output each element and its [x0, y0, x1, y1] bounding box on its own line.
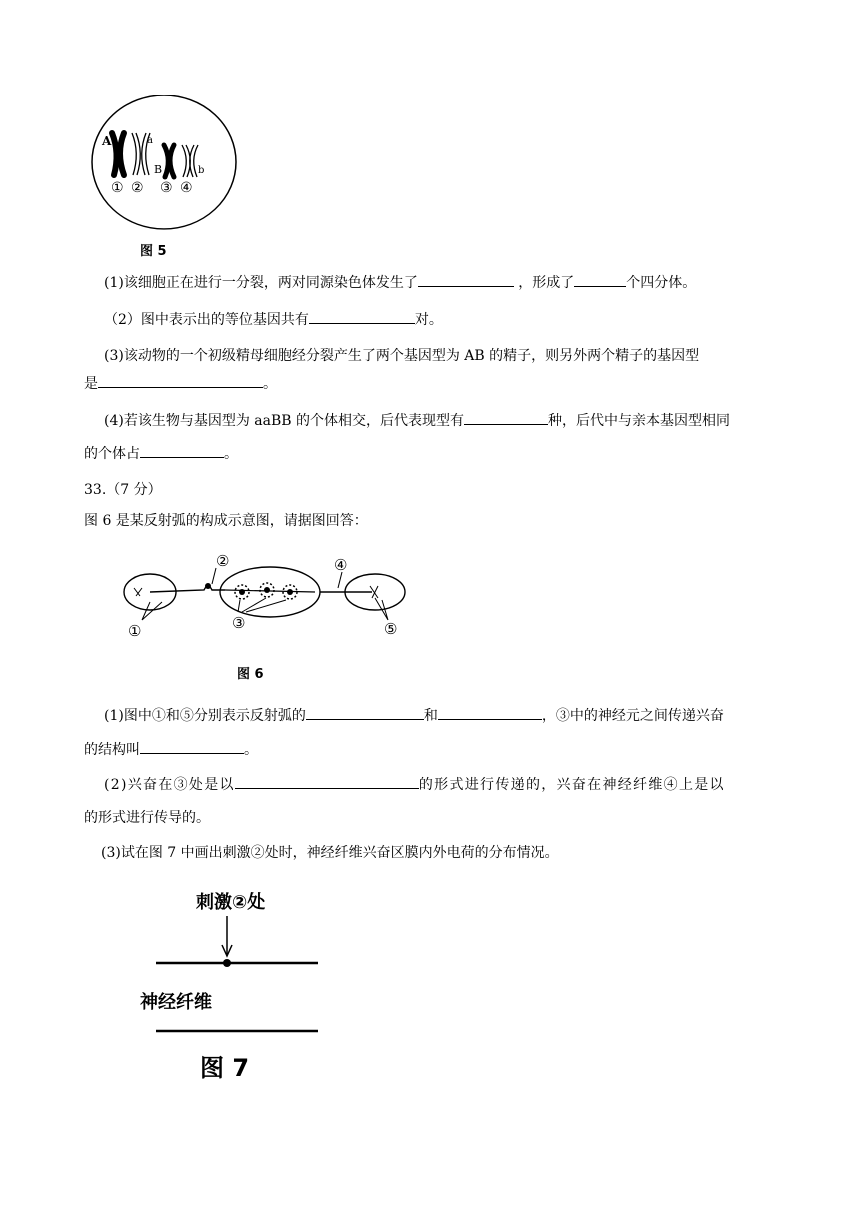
fig6-label-3: ③ [232, 614, 246, 632]
chromosome-number-3: ③ [160, 180, 173, 196]
gene-label-B: B [154, 163, 163, 176]
q32-part3-text-b: 。 [263, 376, 277, 392]
q32-part2 [104, 309, 443, 330]
chromosome-3 [164, 145, 174, 177]
q33-part1-line2 [84, 739, 258, 760]
chromosome-number-4: ④ [180, 180, 193, 196]
q33-part2-text-b: 的形式进行传递的，兴奋在神经纤维④上是以 [418, 777, 725, 793]
gene-label-A: A [102, 134, 112, 148]
q33-part2-text-a: (2)兴奋在③处是以 [104, 777, 235, 793]
fig7-stimulus-label: 刺激②处 [196, 892, 266, 913]
q32-part1-text-c: 个四分体。 [626, 275, 697, 291]
answer-blank[interactable] [140, 443, 224, 458]
fig6-label-2: ② [216, 552, 230, 570]
q32-part2-text-a: （2）图中表示出的等位基因共有 [104, 312, 309, 328]
figure-7-nerve-fiber-diagram[interactable] [150, 912, 325, 1037]
figure-5-chromosome-diagram [84, 95, 244, 235]
gene-label-b: b [198, 165, 205, 176]
q33-part1-text-b: 和 [423, 708, 438, 724]
q32-part4-text-c: 的个体占 [84, 446, 140, 462]
answer-blank[interactable] [98, 373, 263, 388]
q33-intro: 图 6 是某反射弧的构成示意图，请据图回答： [84, 513, 368, 529]
q33-heading: 33.（7 分） [84, 482, 162, 498]
q33-part2-line1 [104, 774, 725, 795]
q32-part4-text-a: (4)若该生物与基因型为 aaBB 的个体相交，后代表现型有 [104, 413, 464, 429]
answer-blank[interactable] [574, 272, 626, 287]
gene-label-a: a [147, 135, 153, 146]
q32-part4-text-d: 。 [224, 446, 238, 462]
fig7-fiber-label: 神经纤维 [140, 992, 212, 1013]
answer-blank[interactable] [418, 272, 514, 287]
answer-blank[interactable] [438, 705, 542, 720]
fig6-label-5: ⑤ [384, 620, 398, 638]
answer-blank[interactable] [140, 739, 244, 754]
chromosome-1 [112, 133, 124, 175]
q32-part3-text-a: 是 [84, 376, 98, 392]
q32-part4-line1 [104, 410, 730, 431]
q33-part1-text-d: 的结构叫 [84, 742, 140, 758]
chromosome-number-2: ② [131, 180, 144, 196]
figure-5-caption: 图 5 [140, 244, 167, 259]
figure-6-caption: 图 6 [237, 667, 264, 682]
fig6-label-1: ① [128, 622, 142, 640]
q32-part1-text-b: ，形成了 [518, 275, 575, 291]
answer-blank[interactable] [235, 774, 419, 789]
q32-part1-text-a: (1)该细胞正在进行一分裂，两对同源染色体发生了 [104, 275, 418, 291]
q32-part1 [104, 272, 696, 293]
q32-part2-text-b: 对。 [414, 312, 443, 328]
q32-part3-line2 [84, 373, 277, 394]
q33-part2-line2: 的形式进行传导的。 [84, 810, 210, 826]
chromosome-4 [182, 145, 198, 177]
figure-7-caption: 图 7 [200, 1054, 250, 1082]
q32-part3-line1: (3)该动物的一个初级精母细胞经分裂产生了两个基因型为 AB 的精子，则另外两个精子的基因型 [104, 348, 700, 364]
q33-part1-line1 [104, 705, 724, 726]
chromosome-number-1: ① [111, 180, 124, 196]
q33-part1-text-a: (1)图中①和⑤分别表示反射弧的 [104, 708, 306, 724]
answer-blank[interactable] [464, 410, 548, 425]
q33-part1-text-c: ，③中的神经元之间传递兴奋 [541, 708, 724, 724]
q32-part4-line2 [84, 443, 238, 464]
q32-part4-text-b: 种，后代中与亲本基因型相同 [548, 413, 730, 429]
q33-part1-text-e: 。 [244, 742, 258, 758]
figure-6-reflex-arc-diagram [120, 548, 440, 652]
answer-blank[interactable] [306, 705, 424, 720]
answer-blank[interactable] [309, 309, 415, 324]
fig6-label-4: ④ [334, 556, 348, 574]
q33-part3: (3)试在图 7 中画出刺激②处时，神经纤维兴奋区膜内外电荷的分布情况。 [101, 845, 559, 861]
